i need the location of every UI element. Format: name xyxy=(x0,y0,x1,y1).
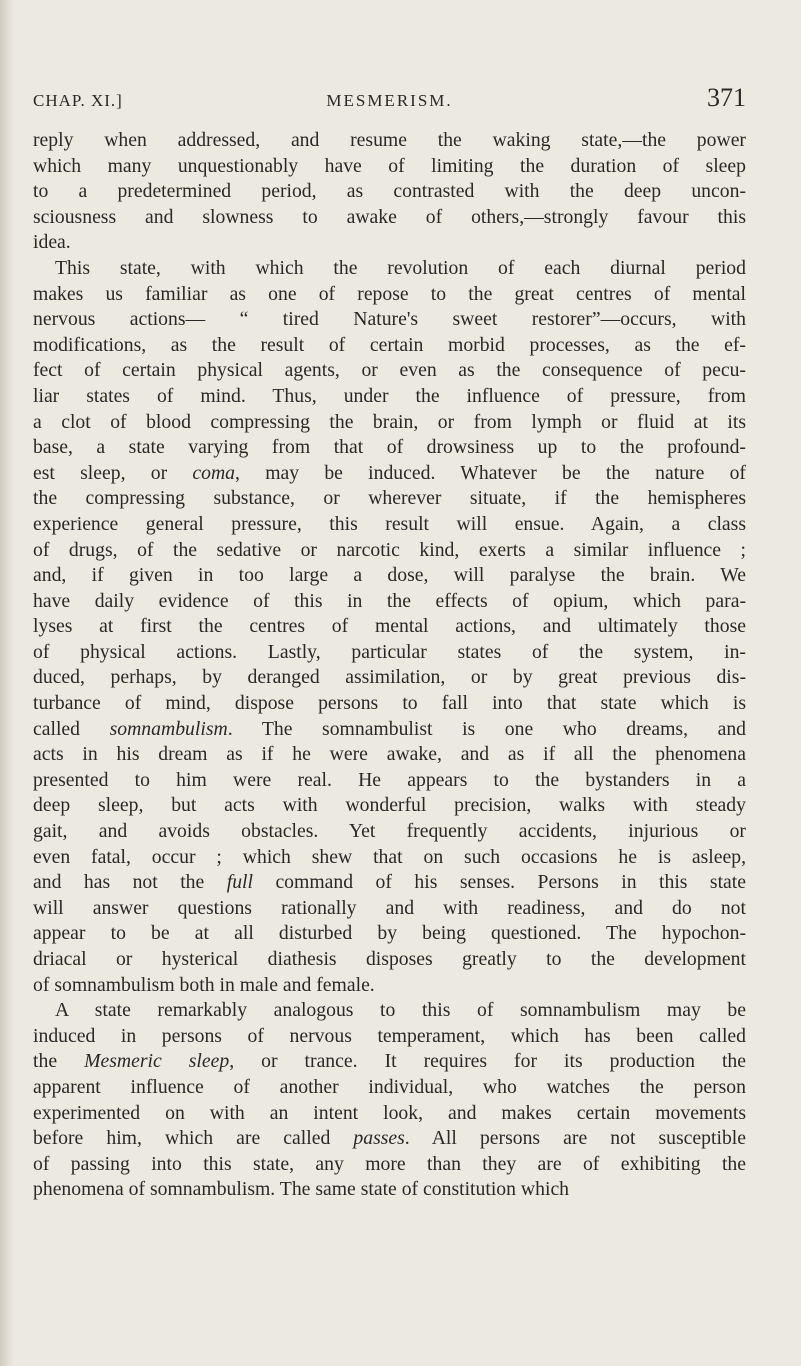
text-line xyxy=(33,614,746,640)
text-run: the xyxy=(33,1050,85,1073)
text-line xyxy=(33,205,746,231)
paragraph xyxy=(33,998,746,1203)
text-run: nervous actions— “ tired Nature's sweet restorer”—occurs, with xyxy=(33,308,746,331)
text-line xyxy=(33,461,746,487)
text-run: makes us familiar as one of repose to the great centres of mental xyxy=(33,282,746,305)
italic-term: coma xyxy=(192,461,236,484)
text-run: called xyxy=(33,717,110,740)
text-run: turbance of mind, dispose persons to fall into that state which is xyxy=(33,692,746,715)
text-run: phenomena of somnambulism. The same state of constitution which xyxy=(33,1178,570,1201)
text-line xyxy=(33,486,746,512)
text-line xyxy=(33,1049,746,1075)
text-line xyxy=(33,1075,746,1101)
text-run: gait, and avoids obstacles. Yet frequently accidents, injurious or xyxy=(33,820,746,843)
text-line xyxy=(33,128,746,154)
text-run: to a predetermined period, as contrasted with the deep uncon- xyxy=(33,180,746,203)
text-run: deep sleep, but acts with wonderful precision, walks with steady xyxy=(33,794,746,817)
text-line xyxy=(33,717,746,743)
running-header xyxy=(33,83,746,119)
text-line xyxy=(33,640,746,666)
text-run: even fatal, occur ; which shew that on such occasions he is asleep, xyxy=(33,845,746,868)
paragraph xyxy=(33,256,746,998)
text-run: experimented on with an intent look, and makes certain movements xyxy=(33,1101,746,1124)
page-edge-shadow xyxy=(0,0,14,1366)
text-run: the compressing substance, or wherever situate, if the hemispheres xyxy=(33,487,746,510)
text-line xyxy=(33,1101,746,1127)
text-line xyxy=(33,1177,746,1203)
text-run: acts in his dream as if he were awake, and as if all the phenomena xyxy=(33,743,746,766)
text-line xyxy=(33,1126,746,1152)
text-run: and, if given in too large a dose, will paralyse the brain. We xyxy=(33,564,746,587)
text-run: fect of certain physical agents, or even as the consequence of pecu- xyxy=(33,359,746,382)
text-line xyxy=(33,563,746,589)
text-run: , or trance. It requires for its production the xyxy=(229,1050,746,1073)
text-line xyxy=(33,793,746,819)
text-line xyxy=(33,870,746,896)
text-run: modifications, as the result of certain morbid processes, as the ef- xyxy=(33,333,746,356)
italic-term: passes xyxy=(353,1127,405,1150)
text-line xyxy=(33,921,746,947)
italic-term: Mesmeric sleep xyxy=(84,1050,230,1073)
text-line xyxy=(33,333,746,359)
text-run: and has not the xyxy=(33,871,227,894)
running-title: MESMERISM. xyxy=(326,91,453,110)
text-line xyxy=(33,154,746,180)
text-run: apparent influence of another individual, who watches the person xyxy=(33,1075,746,1098)
text-line xyxy=(33,768,746,794)
text-run: sciousness and slowness to awake of others,—strongly favour this xyxy=(33,205,746,228)
text-line xyxy=(33,947,746,973)
text-run: base, a state varying from that of drowsiness up to the profound- xyxy=(33,436,746,459)
text-run: induced in persons of nervous temperament, which has been called xyxy=(33,1024,746,1047)
text-run: This state, with which the revolution of each diurnal period xyxy=(55,256,746,279)
text-line xyxy=(33,410,746,436)
text-run: lyses at first the centres of mental actions, and ultimately those xyxy=(33,615,746,638)
text-line xyxy=(33,435,746,461)
text-line xyxy=(33,538,746,564)
text-line xyxy=(33,256,746,282)
text-line xyxy=(33,819,746,845)
text-run: liar states of mind. Thus, under the influence of pressure, from xyxy=(33,384,746,407)
text-run: driacal or hysterical diathesis disposes greatly to the development xyxy=(33,948,746,970)
text-line xyxy=(33,845,746,871)
text-line xyxy=(33,512,746,538)
text-line xyxy=(33,742,746,768)
text-line xyxy=(33,1024,746,1050)
text-line xyxy=(33,973,746,999)
text-run: of physical actions. Lastly, particular states of the system, in- xyxy=(33,640,746,663)
text-line xyxy=(33,179,746,205)
text-run: which many unquestionably have of limiting the duration of sleep xyxy=(33,154,746,177)
text-line xyxy=(33,896,746,922)
paragraph xyxy=(33,128,746,256)
text-run: of passing into this state, any more than they are of exhibiting the xyxy=(33,1152,746,1175)
text-run: , may be induced. Whatever be the nature of xyxy=(235,461,746,484)
text-line xyxy=(33,1152,746,1178)
text-run: idea. xyxy=(33,231,71,254)
text-run: . All persons are not susceptible xyxy=(404,1127,746,1150)
italic-term: full xyxy=(226,871,253,894)
chapter-label: CHAP. XI.] xyxy=(33,91,123,110)
text-run: duced, perhaps, by deranged assimilation, or by great previous dis- xyxy=(33,666,746,689)
text-run: of drugs, of the sedative or narcotic kind, exerts a similar influence ; xyxy=(33,538,746,561)
text-run: A state remarkably analogous to this of somnambulism may be xyxy=(55,999,746,1022)
text-run: of somnambulism both in male and female. xyxy=(33,973,375,996)
text-line xyxy=(33,282,746,308)
page-body xyxy=(33,128,746,1203)
text-run: . The somnambulist is one who dreams, and xyxy=(227,717,746,740)
text-line xyxy=(33,589,746,615)
text-line xyxy=(33,384,746,410)
text-line xyxy=(33,998,746,1024)
text-line xyxy=(33,307,746,333)
text-run: est sleep, or xyxy=(33,461,193,484)
text-run: before him, which are called xyxy=(33,1127,354,1150)
text-run: appear to be at all disturbed by being questioned. The hypochon- xyxy=(33,922,746,945)
text-line xyxy=(33,358,746,384)
text-run: will answer questions rationally and with readiness, and do not xyxy=(33,896,746,919)
text-run: experience general pressure, this result will ensue. Again, a class xyxy=(33,512,746,535)
text-run: a clot of blood compressing the brain, or from lymph or fluid at its xyxy=(33,410,746,433)
page-number: 371 xyxy=(707,83,746,112)
italic-term: somnambulism xyxy=(109,717,228,740)
text-run: have daily evidence of this in the effects of opium, which para- xyxy=(33,589,746,612)
text-line xyxy=(33,230,746,256)
text-line xyxy=(33,665,746,691)
text-run: command of his senses. Persons in this state xyxy=(252,871,746,894)
text-run: reply when addressed, and resume the waking state,—the power xyxy=(33,129,746,151)
text-run: presented to him were real. He appears to the bystanders in a xyxy=(33,768,746,791)
text-line xyxy=(33,691,746,717)
